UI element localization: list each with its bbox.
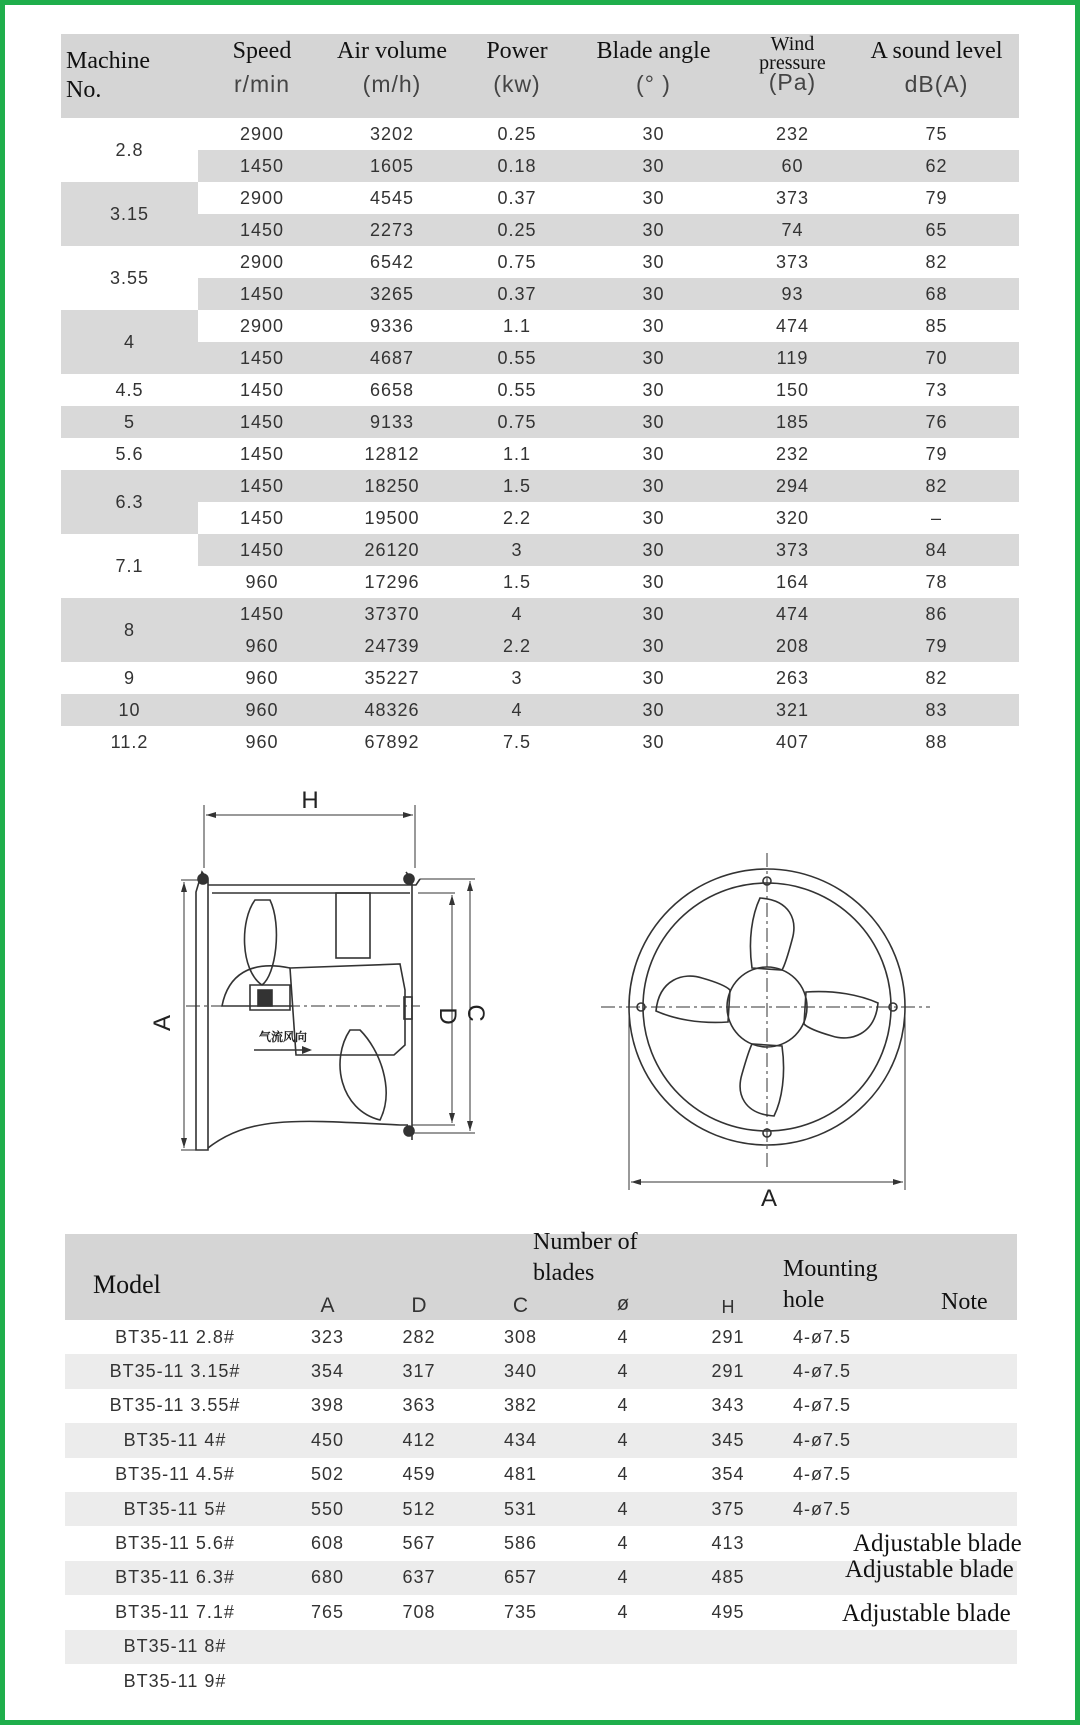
table-row <box>65 1354 1017 1388</box>
note-cell <box>917 1389 1017 1423</box>
sound-cell: 79 <box>925 443 948 464</box>
power-cell: 1.5 <box>502 571 532 592</box>
machine-cell: 3.55 <box>61 246 198 310</box>
a-cell: 550 <box>285 1492 370 1526</box>
c-cell: 382 <box>503 1395 538 1416</box>
pressure-cell: 232 <box>775 443 810 464</box>
a-cell <box>285 1664 370 1698</box>
a-cell: 608 <box>310 1533 345 1554</box>
sound-cell: 75 <box>925 123 948 144</box>
header-machine-line2: No. <box>66 77 102 103</box>
sound-cell: 76 <box>854 406 1019 438</box>
header-h-label: H <box>721 1297 735 1317</box>
mounting-hole-cell <box>783 1630 917 1664</box>
note-adjustable-blade: Adjustable blade <box>853 1530 1022 1557</box>
note-cell <box>917 1630 1017 1664</box>
note-cell <box>917 1423 1017 1457</box>
c-cell: 308 <box>503 1326 538 1347</box>
d-cell <box>370 1630 468 1664</box>
power-cell: 1.1 <box>502 443 532 464</box>
sound-cell: 85 <box>925 315 948 336</box>
blades-cell: 4 <box>573 1354 673 1388</box>
speed-cell: 1450 <box>198 534 326 566</box>
performance-table <box>61 34 1019 758</box>
a-cell: 398 <box>310 1395 345 1416</box>
angle-cell: 30 <box>642 251 665 272</box>
header-note <box>917 1234 1017 1320</box>
power-cell: 0.25 <box>497 123 537 144</box>
pressure-cell: 60 <box>731 150 854 182</box>
air-cell: 2273 <box>326 214 458 246</box>
sound-cell: 65 <box>854 214 1019 246</box>
power-cell: 4 <box>458 598 576 630</box>
header-mounting-line2: hole <box>783 1287 825 1313</box>
mounting-hole-cell <box>783 1664 917 1698</box>
header-blades-line2: blades <box>533 1260 595 1286</box>
header-power-label: Power <box>486 38 548 64</box>
pressure-cell: 208 <box>731 630 854 662</box>
note-cell <box>917 1664 1017 1698</box>
speed-cell: 960 <box>245 571 279 592</box>
table-row <box>61 630 1019 662</box>
table-row <box>61 534 1019 566</box>
sound-cell: 82 <box>854 470 1019 502</box>
header-air-volume-label: Air volume <box>337 38 447 64</box>
table-row <box>61 310 1019 342</box>
table-row <box>61 342 1019 374</box>
air-cell: 4545 <box>369 187 415 208</box>
machine-cell: 4 <box>61 310 198 374</box>
pressure-cell: 93 <box>731 278 854 310</box>
c-cell: 434 <box>468 1423 573 1457</box>
air-cell: 6658 <box>369 379 415 400</box>
sound-cell: 88 <box>925 731 948 752</box>
dimension-label-c: C <box>462 1004 489 1022</box>
dimension-label-a-side: A <box>149 1014 176 1032</box>
sound-cell: 62 <box>854 150 1019 182</box>
angle-cell: 30 <box>642 379 665 400</box>
model-cell: BT35-11 5# <box>65 1492 285 1526</box>
dimension-label-a-front: A <box>760 1185 778 1212</box>
speed-cell: 1450 <box>198 150 326 182</box>
header-a-label: A <box>320 1294 335 1317</box>
angle-cell: 30 <box>642 731 665 752</box>
header-model-label: Model <box>93 1270 161 1299</box>
sound-cell: 73 <box>925 379 948 400</box>
machine-cell: 4.5 <box>115 379 144 400</box>
angle-cell: 30 <box>576 694 731 726</box>
air-cell: 3202 <box>369 123 415 144</box>
power-cell: 1.5 <box>458 470 576 502</box>
pressure-cell: 294 <box>731 470 854 502</box>
sound-cell: 84 <box>854 534 1019 566</box>
header-wind-pressure <box>731 34 854 118</box>
angle-cell: 30 <box>576 342 731 374</box>
note-cell <box>917 1492 1017 1526</box>
air-cell: 1605 <box>326 150 458 182</box>
angle-cell: 30 <box>642 443 665 464</box>
pressure-cell: 119 <box>731 342 854 374</box>
c-cell: 481 <box>503 1464 538 1485</box>
power-cell: 0.37 <box>497 187 537 208</box>
pressure-cell: 263 <box>775 667 810 688</box>
h-cell: 291 <box>711 1326 745 1347</box>
pressure-cell: 150 <box>775 379 810 400</box>
header-sound-label: A sound level <box>870 38 1003 64</box>
model-cell: BT35-11 3.15# <box>65 1354 285 1388</box>
header-model <box>65 1234 285 1320</box>
blades-cell: 4 <box>617 1533 629 1554</box>
table-row <box>65 1458 1017 1492</box>
speed-cell: 1450 <box>198 470 326 502</box>
a-cell: 323 <box>310 1326 345 1347</box>
model-cell: BT35-11 5.6# <box>115 1533 235 1554</box>
header-air-volume <box>326 34 458 118</box>
air-cell: 35227 <box>364 667 420 688</box>
pressure-cell: 185 <box>731 406 854 438</box>
h-cell: 343 <box>711 1395 745 1416</box>
a-cell: 450 <box>285 1423 370 1457</box>
air-cell: 4687 <box>326 342 458 374</box>
c-cell: 657 <box>468 1561 573 1595</box>
angle-cell: 30 <box>642 571 665 592</box>
machine-cell: 8 <box>61 598 198 662</box>
c-cell: 531 <box>468 1492 573 1526</box>
header-blade-angle <box>576 34 731 118</box>
speed-cell: 1450 <box>198 598 326 630</box>
h-cell: 413 <box>711 1533 745 1554</box>
speed-cell: 1450 <box>198 406 326 438</box>
header-c-label: C <box>512 1294 529 1317</box>
mounting-hole-cell: 4-ø7.5 <box>793 1464 852 1485</box>
c-cell: 735 <box>503 1601 538 1622</box>
air-cell: 24739 <box>326 630 458 662</box>
sound-cell: 79 <box>925 187 948 208</box>
header-blades-line1: Number of <box>533 1229 638 1255</box>
header-air-volume-unit: (m/h) <box>362 71 422 97</box>
header-sound-unit: dB(A) <box>904 71 969 97</box>
pressure-cell: 320 <box>775 507 810 528</box>
table-row <box>65 1320 1017 1354</box>
dimensions-table <box>65 1229 1017 1698</box>
air-cell: 17296 <box>364 571 420 592</box>
pressure-cell: 232 <box>775 123 810 144</box>
angle-cell: 30 <box>576 534 731 566</box>
machine-cell: 7.1 <box>61 534 198 598</box>
air-cell: 19500 <box>364 507 420 528</box>
air-cell: 67892 <box>364 731 420 752</box>
header-blades-symbol: ø <box>616 1293 630 1315</box>
model-cell: BT35-11 4# <box>65 1423 285 1457</box>
header-d-label: D <box>411 1294 427 1317</box>
header-h <box>673 1234 783 1320</box>
air-cell: 6542 <box>369 251 415 272</box>
sound-cell: 82 <box>925 667 948 688</box>
a-cell: 765 <box>310 1601 345 1622</box>
table-row <box>61 598 1019 630</box>
header-d <box>370 1234 468 1320</box>
model-cell: BT35-11 7.1# <box>115 1601 235 1622</box>
dimensions-header-row <box>65 1234 1017 1320</box>
speed-cell: 2900 <box>239 315 285 336</box>
h-cell: 291 <box>673 1354 783 1388</box>
header-mounting-line1: Mounting <box>783 1256 878 1282</box>
table-row <box>61 118 1019 150</box>
c-cell: 340 <box>468 1354 573 1388</box>
mounting-hole-cell: 4-ø7.5 <box>783 1354 917 1388</box>
power-cell: 3 <box>511 667 523 688</box>
pressure-cell: 321 <box>731 694 854 726</box>
angle-cell: 30 <box>642 315 665 336</box>
angle-cell: 30 <box>576 598 731 630</box>
c-cell <box>468 1630 573 1664</box>
blades-cell: 4 <box>573 1423 673 1457</box>
blades-cell: 4 <box>573 1561 673 1595</box>
sound-cell: 68 <box>854 278 1019 310</box>
air-cell: 9336 <box>369 315 415 336</box>
blades-cell <box>573 1630 673 1664</box>
blades-cell <box>573 1664 673 1698</box>
power-cell: 1.1 <box>502 315 532 336</box>
model-cell: BT35-11 3.55# <box>109 1395 241 1416</box>
header-blade-angle-unit: (° ) <box>636 71 671 97</box>
angle-cell: 30 <box>642 507 665 528</box>
speed-cell: 960 <box>198 694 326 726</box>
table-row <box>61 150 1019 182</box>
speed-cell: 1450 <box>239 507 285 528</box>
c-cell <box>468 1664 573 1698</box>
blades-cell: 4 <box>617 1601 629 1622</box>
speed-cell: 960 <box>198 630 326 662</box>
angle-cell: 30 <box>642 123 665 144</box>
table-row <box>61 214 1019 246</box>
header-wind-line1: Wind <box>770 33 815 55</box>
table-row <box>61 726 1019 758</box>
a-cell <box>285 1630 370 1664</box>
angle-cell: 30 <box>576 278 731 310</box>
d-cell: 459 <box>402 1464 436 1485</box>
model-cell: BT35-11 4.5# <box>115 1464 235 1485</box>
pressure-cell: 474 <box>775 315 810 336</box>
mounting-hole-cell: 4-ø7.5 <box>793 1395 852 1416</box>
note-adjustable-blade: Adjustable blade <box>842 1600 1011 1627</box>
note-cell <box>917 1354 1017 1388</box>
dimension-label-d: D <box>434 1007 461 1025</box>
table-row <box>61 246 1019 278</box>
power-cell: 2.2 <box>502 507 532 528</box>
sound-cell: 83 <box>854 694 1019 726</box>
power-cell: 4 <box>458 694 576 726</box>
header-sound-level <box>854 34 1019 118</box>
d-cell: 637 <box>370 1561 468 1595</box>
pressure-cell: 373 <box>775 187 810 208</box>
performance-header-row <box>61 34 1019 118</box>
header-wind-unit: (Pa) <box>768 69 817 95</box>
header-machine-line1: Machine <box>66 48 150 74</box>
h-cell: 354 <box>711 1464 745 1485</box>
blades-cell: 4 <box>573 1492 673 1526</box>
c-cell: 586 <box>503 1533 538 1554</box>
header-power-unit: (kw) <box>493 71 541 97</box>
sound-cell: 82 <box>925 251 948 272</box>
note-adjustable-blade: Adjustable blade <box>845 1556 1014 1583</box>
model-cell: BT35-11 9# <box>123 1670 227 1691</box>
speed-cell: 2900 <box>239 251 285 272</box>
model-cell: BT35-11 8# <box>65 1630 285 1664</box>
h-cell: 345 <box>673 1423 783 1457</box>
header-a <box>285 1234 370 1320</box>
model-cell: BT35-11 2.8# <box>115 1326 235 1347</box>
table-row <box>65 1423 1017 1457</box>
table-row <box>61 406 1019 438</box>
h-cell: 485 <box>673 1561 783 1595</box>
header-wind-line2: pressure <box>759 52 826 74</box>
machine-cell: 11.2 <box>110 731 149 752</box>
pressure-cell: 407 <box>775 731 810 752</box>
machine-cell: 2.8 <box>61 118 198 182</box>
header-power <box>458 34 576 118</box>
machine-cell: 5 <box>61 406 198 438</box>
air-cell: 12812 <box>364 443 420 464</box>
sound-cell: 79 <box>854 630 1019 662</box>
speed-cell: 1450 <box>198 214 326 246</box>
power-cell: 0.18 <box>458 150 576 182</box>
header-mounting-hole <box>783 1234 917 1320</box>
angle-cell: 30 <box>642 667 665 688</box>
table-row <box>61 694 1019 726</box>
sound-cell: 78 <box>925 571 948 592</box>
table-row <box>65 1630 1017 1664</box>
model-cell: BT35-11 6.3# <box>65 1561 285 1595</box>
table-row <box>61 470 1019 502</box>
mounting-hole-cell: 4-ø7.5 <box>783 1492 917 1526</box>
machine-cell: 10 <box>61 694 198 726</box>
speed-cell: 960 <box>245 667 279 688</box>
table-row <box>61 374 1019 406</box>
h-cell <box>673 1664 783 1698</box>
header-speed-label: Speed <box>232 38 292 64</box>
speed-cell: 1450 <box>198 342 326 374</box>
power-cell: 0.25 <box>458 214 576 246</box>
sound-cell: – <box>930 507 942 528</box>
d-cell: 512 <box>370 1492 468 1526</box>
power-cell: 0.37 <box>458 278 576 310</box>
power-cell: 0.75 <box>497 251 537 272</box>
blades-cell: 4 <box>617 1464 629 1485</box>
pressure-cell: 373 <box>731 534 854 566</box>
note-cell <box>917 1320 1017 1354</box>
power-cell: 0.55 <box>458 342 576 374</box>
h-cell: 495 <box>711 1601 745 1622</box>
air-cell: 48326 <box>326 694 458 726</box>
mounting-hole-cell: 4-ø7.5 <box>783 1423 917 1457</box>
mounting-hole-cell: 4-ø7.5 <box>793 1326 852 1347</box>
airflow-direction-label: 气流风向 <box>258 1030 308 1044</box>
d-cell: 282 <box>402 1326 436 1347</box>
header-blades <box>533 1229 673 1320</box>
a-cell: 354 <box>285 1354 370 1388</box>
h-cell <box>673 1630 783 1664</box>
header-machine-no <box>61 34 198 118</box>
table-row <box>61 182 1019 214</box>
speed-cell: 2900 <box>239 123 285 144</box>
note-cell <box>917 1458 1017 1492</box>
d-cell: 708 <box>402 1601 436 1622</box>
d-cell: 567 <box>402 1533 436 1554</box>
table-row <box>65 1389 1017 1423</box>
speed-cell: 1450 <box>239 379 285 400</box>
pressure-cell: 373 <box>775 251 810 272</box>
table-row <box>61 502 1019 534</box>
angle-cell: 30 <box>576 630 731 662</box>
dimension-label-h: H <box>301 787 319 814</box>
speed-cell: 1450 <box>198 278 326 310</box>
air-cell: 9133 <box>326 406 458 438</box>
header-blade-angle-label: Blade angle <box>596 38 711 64</box>
table-row <box>61 566 1019 598</box>
speed-cell: 1450 <box>239 443 285 464</box>
machine-cell: 9 <box>123 667 135 688</box>
blades-cell: 4 <box>617 1395 629 1416</box>
speed-cell: 960 <box>245 731 279 752</box>
a-cell: 502 <box>310 1464 345 1485</box>
d-cell: 363 <box>402 1395 436 1416</box>
blades-cell: 4 <box>617 1326 629 1347</box>
sound-cell: 70 <box>854 342 1019 374</box>
table-row <box>61 438 1019 470</box>
d-cell <box>370 1664 468 1698</box>
machine-cell: 5.6 <box>115 443 144 464</box>
table-row <box>65 1664 1017 1698</box>
machine-cell: 3.15 <box>61 182 198 246</box>
angle-cell: 30 <box>576 150 731 182</box>
h-cell: 375 <box>673 1492 783 1526</box>
air-cell: 26120 <box>326 534 458 566</box>
pressure-cell: 74 <box>731 214 854 246</box>
power-cell: 3 <box>458 534 576 566</box>
table-row <box>65 1492 1017 1526</box>
header-speed <box>198 34 326 118</box>
sound-cell: 86 <box>854 598 1019 630</box>
header-note-label: Note <box>941 1289 988 1315</box>
angle-cell: 30 <box>576 470 731 502</box>
air-cell: 3265 <box>326 278 458 310</box>
table-row <box>61 662 1019 694</box>
angle-cell: 30 <box>642 187 665 208</box>
machine-cell: 6.3 <box>61 470 198 534</box>
angle-cell: 30 <box>576 406 731 438</box>
pressure-cell: 164 <box>775 571 810 592</box>
air-cell: 18250 <box>326 470 458 502</box>
power-cell: 7.5 <box>502 731 532 752</box>
header-speed-unit: r/min <box>233 71 291 97</box>
d-cell: 412 <box>370 1423 468 1457</box>
angle-cell: 30 <box>576 214 731 246</box>
table-row <box>61 278 1019 310</box>
power-cell: 2.2 <box>458 630 576 662</box>
speed-cell: 2900 <box>239 187 285 208</box>
pressure-cell: 474 <box>731 598 854 630</box>
power-cell: 0.55 <box>497 379 537 400</box>
d-cell: 317 <box>370 1354 468 1388</box>
power-cell: 0.75 <box>458 406 576 438</box>
a-cell: 680 <box>285 1561 370 1595</box>
air-cell: 37370 <box>326 598 458 630</box>
